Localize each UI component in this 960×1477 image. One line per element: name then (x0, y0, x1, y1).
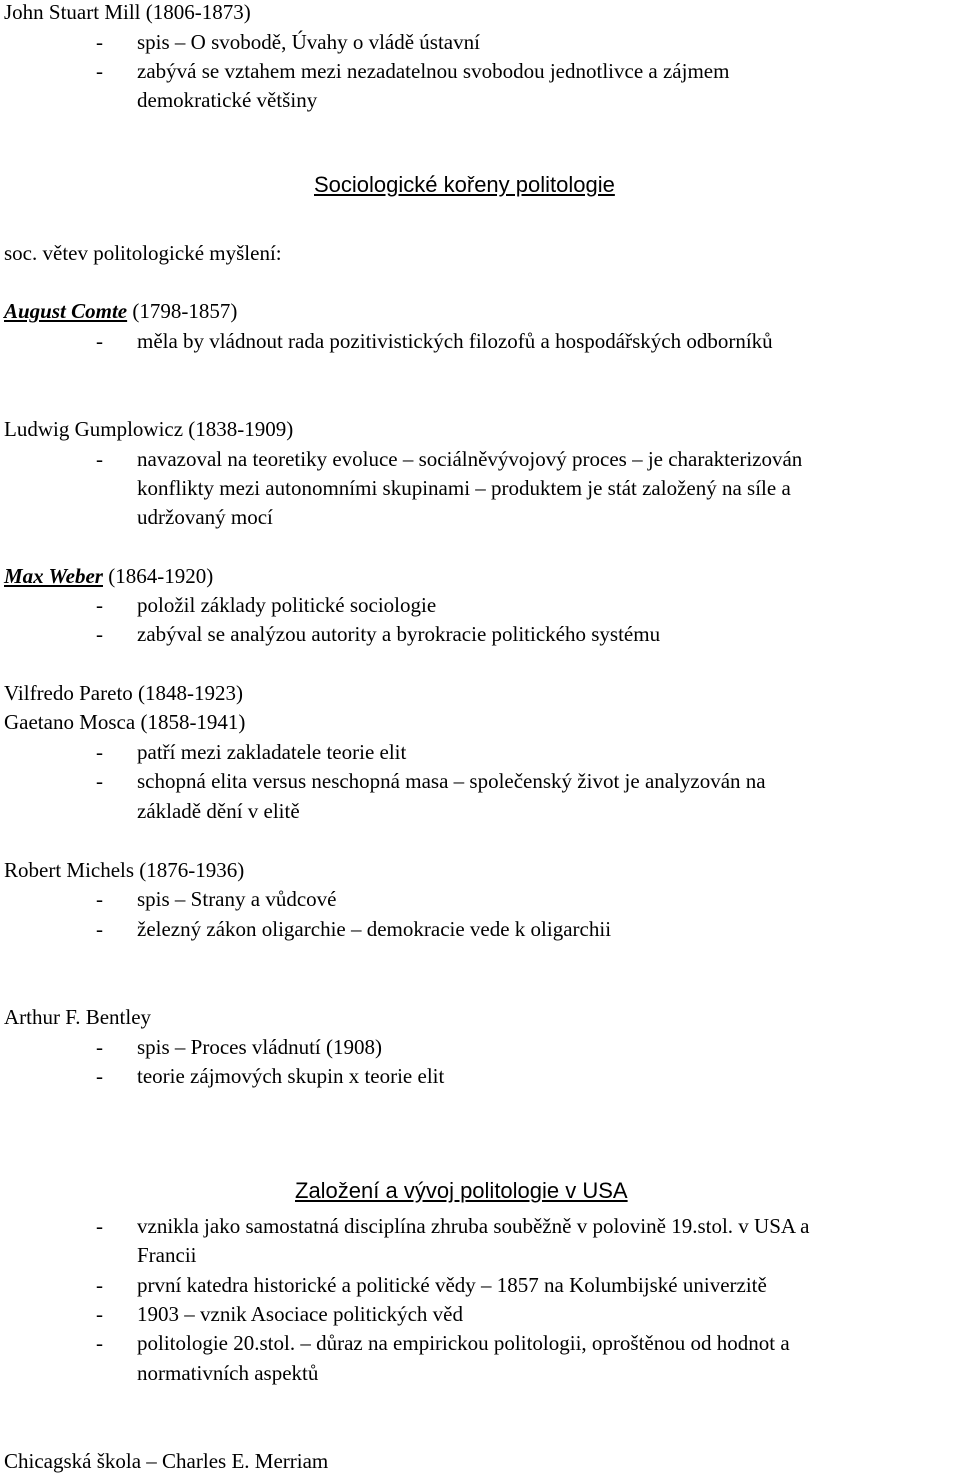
bullet-dash: - (96, 1064, 103, 1088)
bullet-dash: - (96, 1331, 103, 1355)
usa-item-2: první katedra historické a politické vědy – 1857 na Kolumbijské univerzitě (137, 1273, 767, 1297)
gumplowicz-item-1: navazoval na teoretiky evoluce – sociálněvývojový proces – je charakterizován (137, 447, 803, 471)
mosca-item-2: schopná elita versus neschopná masa – společenský život je analyzován na (137, 769, 766, 793)
usa-item-1: vznikla jako samostatná disciplína zhruba souběžně v polovině 19.stol. v USA a (137, 1214, 810, 1238)
gumplowicz-item-1-cont2: udržovaný mocí (137, 505, 273, 529)
bullet-dash: - (96, 593, 103, 617)
chicago-heading: Chicagská škola – Charles E. Merriam (4, 1449, 329, 1473)
bullet-dash: - (96, 1214, 103, 1238)
section-heading-usa: Založení a vývoj politologie v USA (295, 1178, 628, 1203)
section-heading-sociologicke: Sociologické kořeny politologie (314, 172, 615, 197)
bullet-dash: - (96, 622, 103, 646)
bentley-item-1: spis – Proces vládnutí (1908) (137, 1035, 382, 1059)
bullet-dash: - (96, 30, 103, 54)
bullet-dash: - (96, 1302, 103, 1326)
bullet-dash: - (96, 1035, 103, 1059)
weber-name: Max Weber (4, 564, 103, 588)
comte-name: August Comte (4, 299, 128, 323)
mosca-heading: Gaetano Mosca (1858-1941) (4, 710, 246, 734)
mosca-item-2-cont: základě dění v elitě (137, 799, 300, 823)
michels-heading: Robert Michels (1876-1936) (4, 858, 245, 882)
bullet-dash: - (96, 447, 103, 471)
gumplowicz-item-1-cont: konflikty mezi autonomními skupinami – produktem je stát založený na síle a (137, 476, 791, 500)
weber-heading (4, 564, 213, 588)
bullet-dash: - (96, 769, 103, 793)
bullet-dash: - (96, 59, 103, 83)
mosca-item-1: patří mezi zakladatele teorie elit (137, 740, 407, 764)
mill-item-2: zabývá se vztahem mezi nezadatelnou svobodou jednotlivce a zájmem (137, 59, 730, 83)
bullet-dash: - (96, 887, 103, 911)
comte-item-1: měla by vládnout rada pozitivistických filozofů a hospodářských odborníků (137, 329, 773, 353)
weber-item-2: zabýval se analýzou autority a byrokracie politického systému (137, 622, 661, 646)
usa-item-3: 1903 – vznik Asociace politických věd (137, 1302, 464, 1326)
pareto-heading: Vilfredo Pareto (1848-1923) (4, 681, 244, 705)
weber-item-1: položil základy politické sociologie (137, 593, 437, 617)
bullet-dash: - (96, 329, 103, 353)
mill-item-2-cont: demokratické většiny (137, 88, 318, 112)
mill-item-1: spis – O svobodě, Úvahy o vládě ústavní (137, 30, 480, 54)
bentley-item-2: teorie zájmových skupin x teorie elit (137, 1064, 445, 1088)
usa-item-1-cont: Francii (137, 1243, 197, 1267)
bullet-dash: - (96, 740, 103, 764)
bentley-heading: Arthur F. Bentley (4, 1005, 152, 1029)
usa-item-4: politologie 20.stol. – důraz na empirickou politologii, oproštěnou od hodnot a (137, 1331, 790, 1355)
comte-heading (4, 299, 237, 323)
weber-years: (1864-1920) (102, 564, 214, 588)
michels-item-1: spis – Strany a vůdcové (137, 887, 337, 911)
bullet-dash: - (96, 1273, 103, 1297)
comte-years: (1798-1857) (127, 299, 238, 323)
michels-item-2: železný zákon oligarchie – demokracie vede k oligarchii (137, 917, 612, 941)
usa-item-4-cont: normativních aspektů (137, 1361, 319, 1385)
bullet-dash: - (96, 917, 103, 941)
mill-heading: John Stuart Mill (1806-1873) (4, 0, 251, 24)
gumplowicz-heading: Ludwig Gumplowicz (1838-1909) (4, 417, 294, 441)
section-intro: soc. větev politologické myšlení: (4, 241, 282, 265)
